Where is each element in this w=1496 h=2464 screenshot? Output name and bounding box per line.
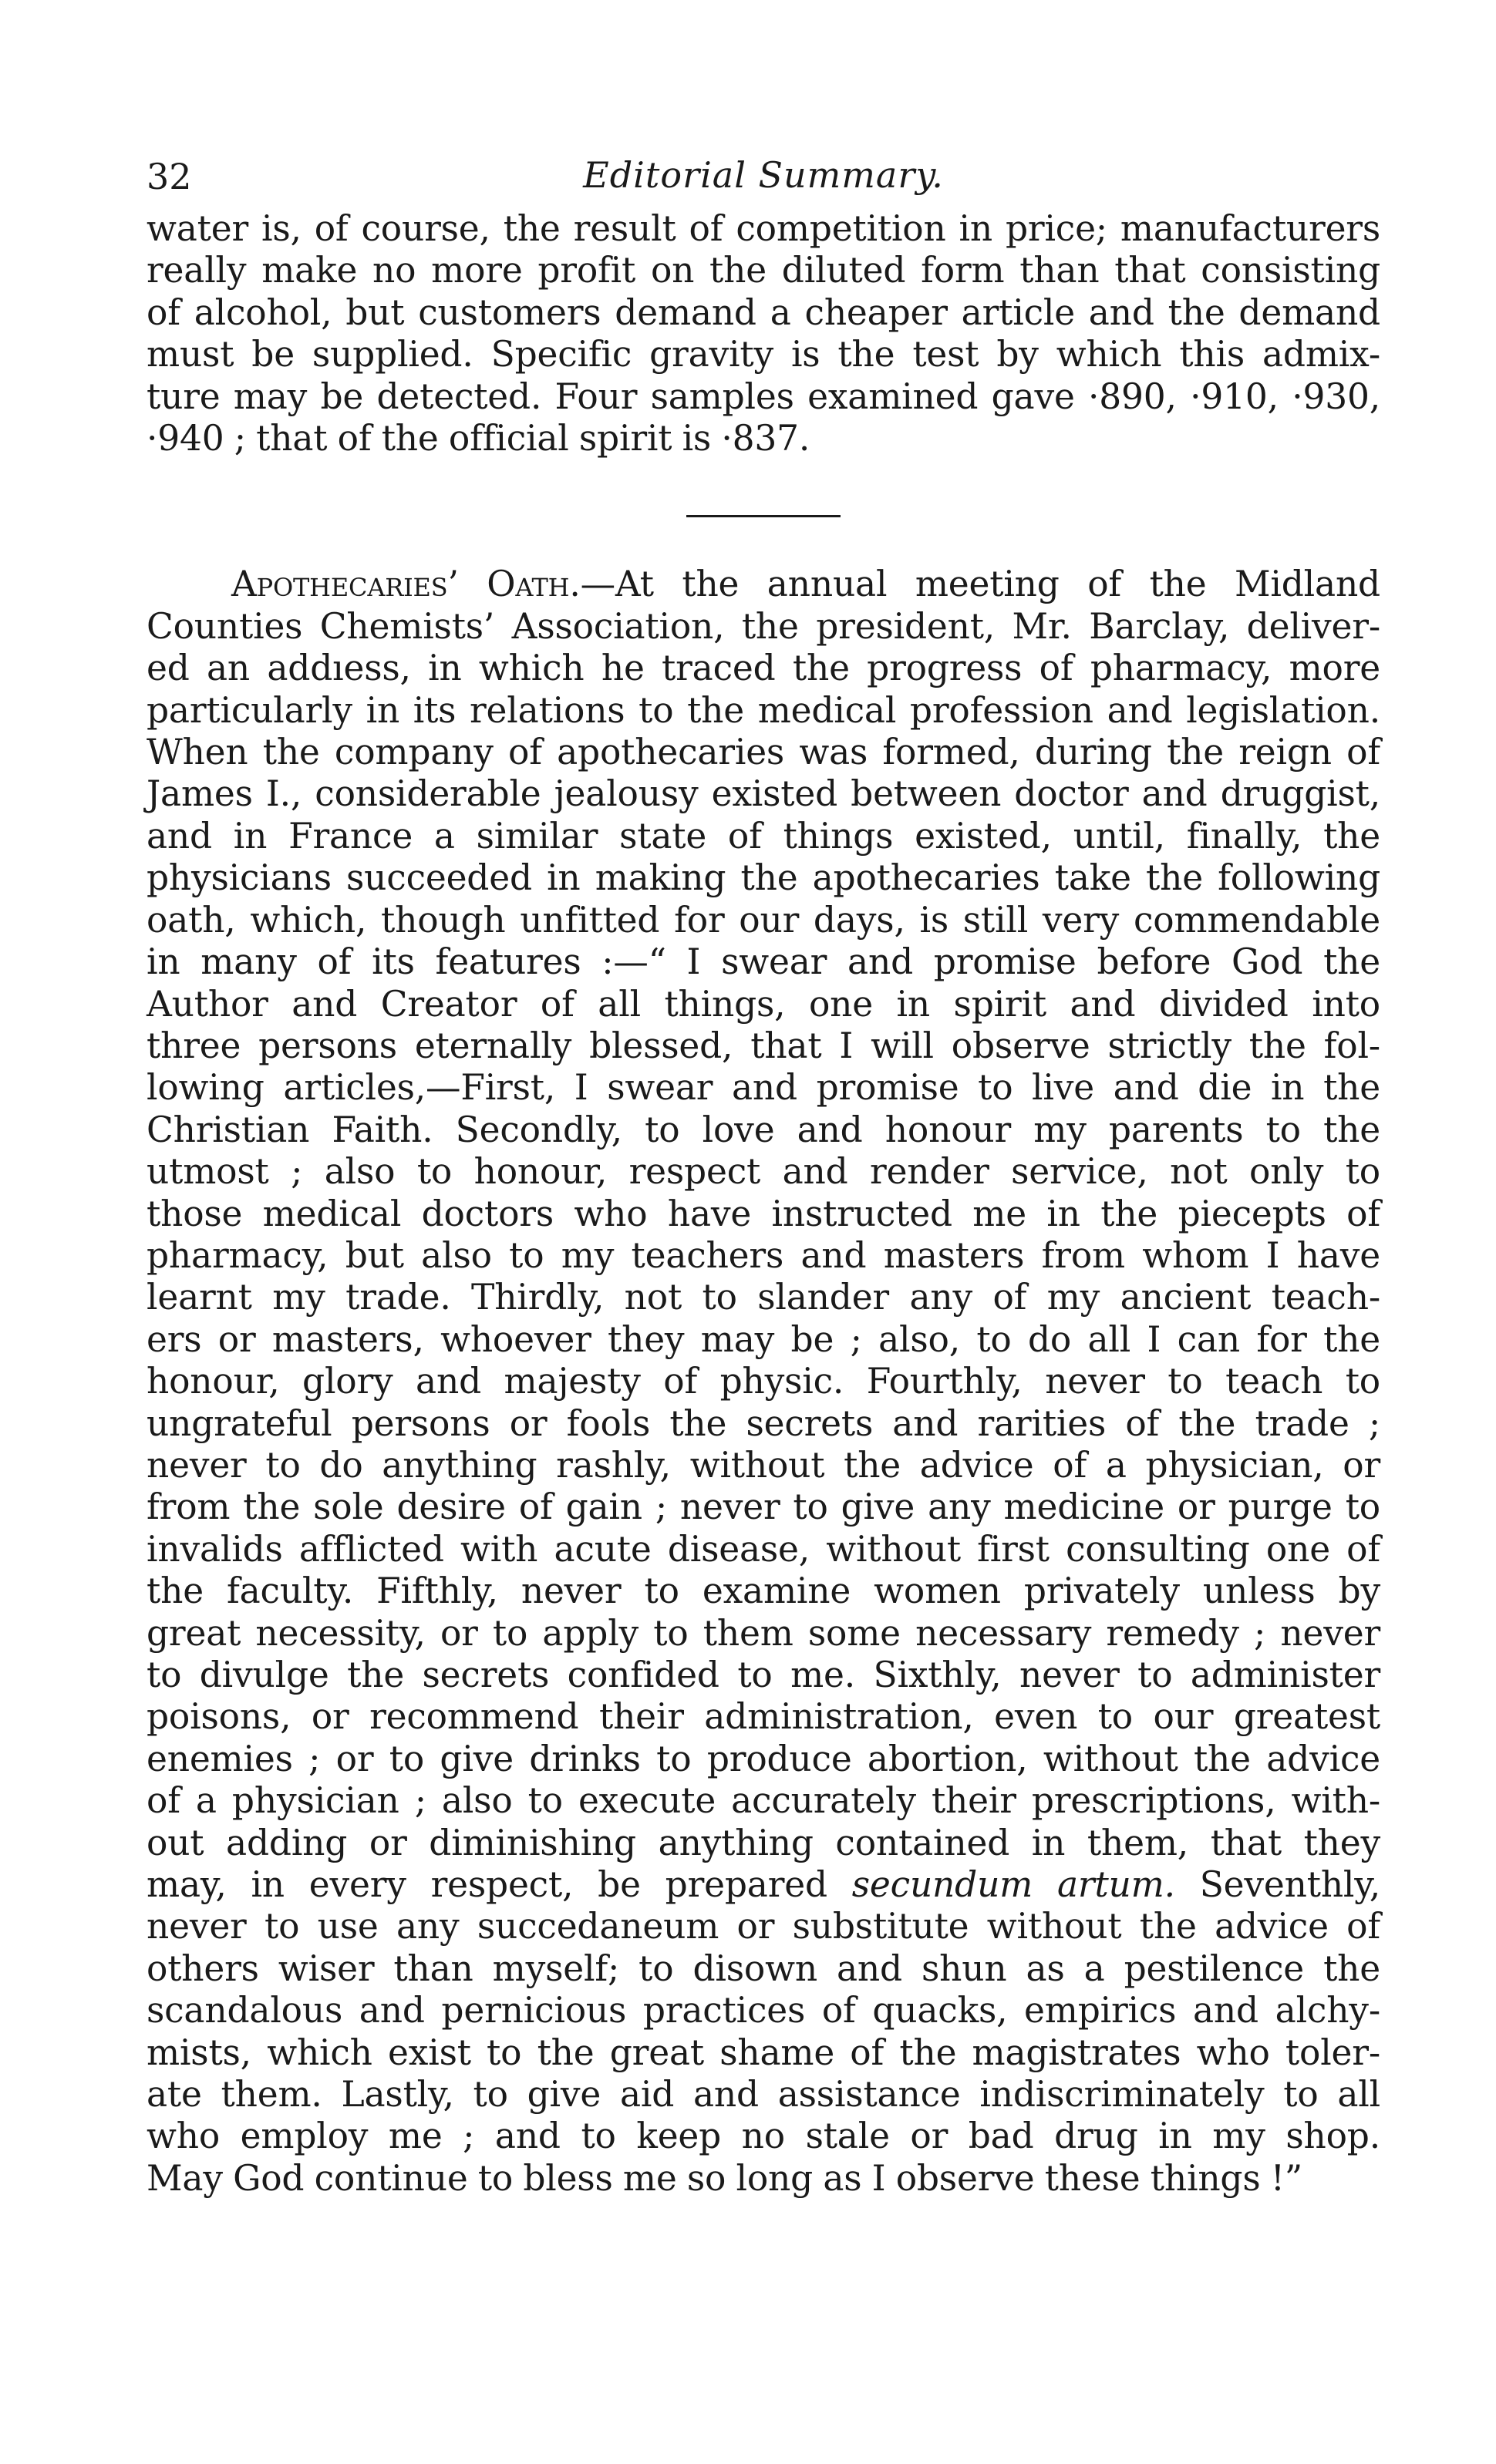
- running-title: Editorial Summary.: [583, 154, 944, 196]
- text-line: great necessity, or to apply to them some necessary remedy ; never: [147, 1612, 1380, 1654]
- text-run: may, in every respect, be prepared: [147, 1864, 852, 1906]
- text-line: honour, glory and majesty of physic. Fourthly, never to teach to: [147, 1361, 1380, 1402]
- text-line: ture may be detected. Four samples examined gave ·890, ·910, ·930,: [147, 375, 1380, 417]
- text-line: lowing articles,—First, I swear and promise to live and die in the: [147, 1067, 1380, 1109]
- text-line: ed an addıess, in which he traced the progress of pharmacy, more: [147, 648, 1380, 689]
- text-line: of a physician ; also to execute accurately their prescriptions, with-: [147, 1780, 1380, 1822]
- text-line: enemies ; or to give drinks to produce abortion, without the advice: [147, 1738, 1380, 1779]
- text-line: Author and Creator of all things, one in spirit and divided into: [147, 983, 1380, 1025]
- section-heading: Apothecaries’ Oath.: [231, 564, 581, 605]
- text-line: the faculty. Fifthly, never to examine women privately unless by: [147, 1570, 1380, 1612]
- text-line: must be supplied. Specific gravity is the test by which this admix-: [147, 334, 1380, 375]
- text-line: Counties Chemists’ Association, the president, Mr. Barclay, deliver-: [147, 605, 1380, 647]
- paragraph-water: [147, 208, 1380, 459]
- text-line: never to do anything rashly, without the advice of a physician, or: [147, 1444, 1380, 1486]
- text-line: [147, 1864, 1380, 1906]
- text-line: water is, of course, the result of competition in price; manufacturers: [147, 208, 1380, 249]
- text-line: ers or masters, whoever they may be ; also, to do all I can for the: [147, 1318, 1380, 1360]
- text-line: ate them. Lastly, to give aid and assistance indiscriminately to all: [147, 2074, 1380, 2116]
- text-line: utmost ; also to honour, respect and render service, not only to: [147, 1151, 1380, 1193]
- text-line: those medical doctors who have instructed me in the piecepts of: [147, 1193, 1380, 1234]
- text-line: particularly in its relations to the medical profession and legislation.: [147, 689, 1380, 731]
- text-line: invalids afflicted with acute disease, without first consulting one of: [147, 1528, 1380, 1570]
- text-line: in many of its features :—“ I swear and promise before God the: [147, 941, 1380, 983]
- text-line: never to use any succedaneum or substitute without the advice of: [147, 1906, 1380, 1947]
- text-line: ungrateful persons or fools the secrets and rarities of the trade ;: [147, 1402, 1380, 1444]
- text-line: out adding or diminishing anything contained in them, that they: [147, 1822, 1380, 1863]
- text-line: of alcohol, but customers demand a cheaper article and the demand: [147, 291, 1380, 333]
- text-line: really make no more profit on the diluted form than that consisting: [147, 250, 1380, 291]
- page: [147, 146, 1380, 2200]
- running-head: [147, 146, 1380, 208]
- text-line: [147, 564, 1380, 605]
- text-line: scandalous and pernicious practices of quacks, empirics and alchy-: [147, 1990, 1380, 2031]
- page-number: 32: [147, 156, 192, 197]
- text-line: three persons eternally blessed, that I will observe strictly the fol-: [147, 1025, 1380, 1066]
- text-line: poisons, or recommend their administration, even to our greatest: [147, 1696, 1380, 1738]
- text-run: Seventhly,: [1174, 1864, 1381, 1906]
- section-divider: [686, 515, 841, 517]
- text-line: from the sole desire of gain ; never to give any medicine or purge to: [147, 1486, 1380, 1528]
- text-line: and in France a similar state of things existed, until, finally, the: [147, 815, 1380, 857]
- paragraph-apothecaries-oath: [147, 564, 1380, 2200]
- text-line: others wiser than myself; to disown and shun as a pestilence the: [147, 1947, 1380, 1989]
- latin-phrase: secundum artum.: [851, 1864, 1175, 1906]
- text-line: oath, which, though unfitted for our days, is still very commendable: [147, 899, 1380, 941]
- text-line: When the company of apothecaries was formed, during the reign of: [147, 732, 1380, 773]
- text-line: to divulge the secrets confided to me. Sixthly, never to administer: [147, 1654, 1380, 1695]
- text-line: James I., considerable jealousy existed between doctor and druggist,: [147, 773, 1380, 815]
- text-run: —At the annual meeting of the Midland: [580, 564, 1380, 605]
- text-line: physicians succeeded in making the apothecaries take the following: [147, 857, 1380, 899]
- text-line: who employ me ; and to keep no stale or bad drug in my shop.: [147, 2116, 1380, 2157]
- text-line: learnt my trade. Thirdly, not to slander any of my ancient teach-: [147, 1277, 1380, 1318]
- text-line: pharmacy, but also to my teachers and masters from whom I have: [147, 1234, 1380, 1276]
- text-line: May God continue to bless me so long as I observe these things !”: [147, 2157, 1302, 2199]
- text-line: Christian Faith. Secondly, to love and honour my parents to the: [147, 1109, 1380, 1150]
- text-line: mists, which exist to the great shame of the magistrates who toler-: [147, 2031, 1380, 2073]
- text-line: ·940 ; that of the official spirit is ·837.: [147, 418, 810, 459]
